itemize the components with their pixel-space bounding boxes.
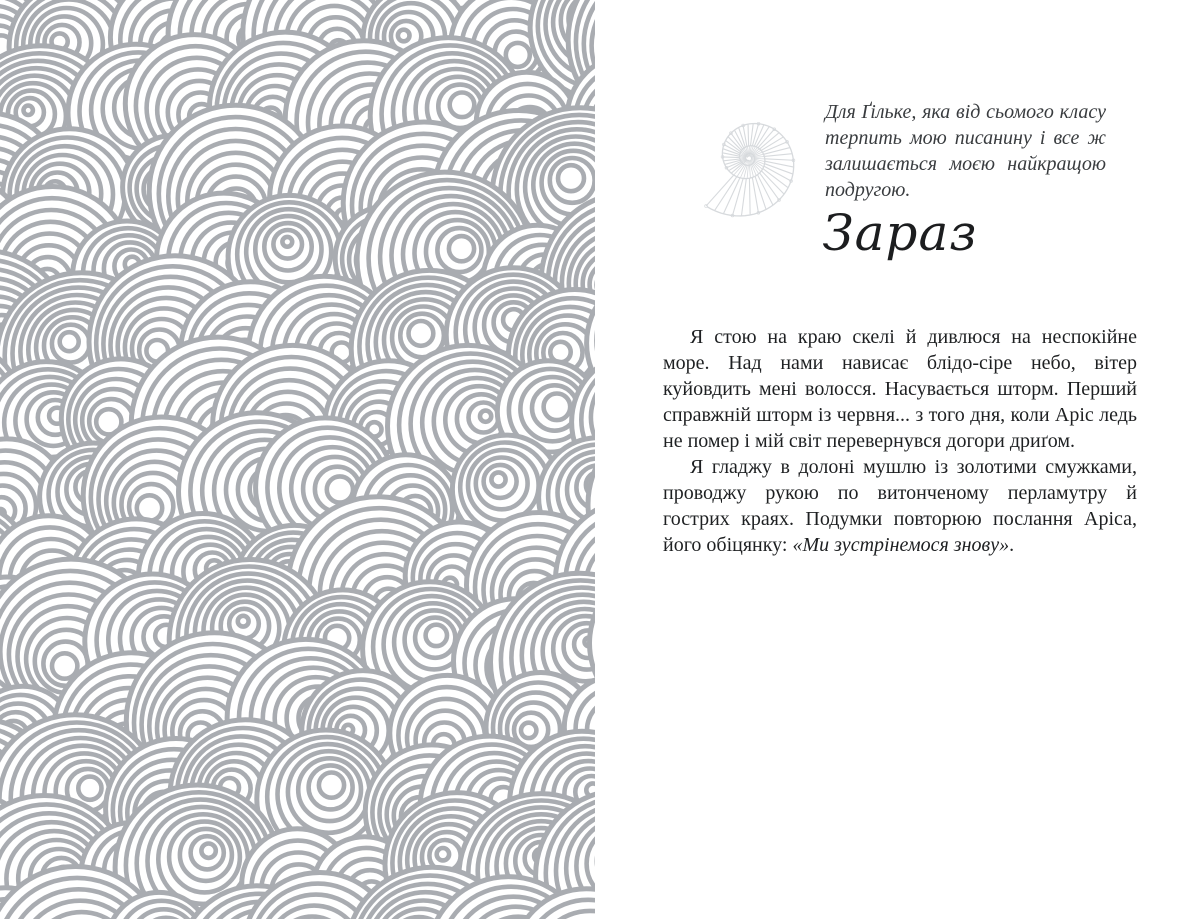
chapter-title: Зараз	[822, 204, 978, 262]
body-paragraph-2	[663, 454, 1137, 558]
chapter-body	[663, 324, 1137, 558]
scallop-doodle-pattern	[0, 0, 595, 919]
paragraph-2-text: Я гладжу в долоні мушлю із золотими смужками, проводжу рукою по витонченому перламутру й гострих краях. Подумки повторюю послання Аріса, його обіцянку:	[663, 456, 1137, 556]
paragraph-2-quote: «Ми зустрінемося знову»	[792, 534, 1010, 556]
scallop-pattern-svg	[0, 0, 595, 919]
body-paragraph-1: Я стою на краю скелі й дивлюся на неспокійне море. Над нами нависає блідо-сіре небо, вітер куйовдить мені волосся. Насувається шторм. Перший справжній шторм із червня... з того дня, коли Аріс ледь не помер і мій світ перевернувся догори дриґом.	[663, 326, 1137, 452]
paragraph-2-period: .	[1009, 534, 1015, 556]
dedication-text: Для Ґільке, яка від сьомого класу терпить мою писанину і все ж залишається моєю найкращою подругою.	[825, 101, 1106, 201]
chapter-page	[595, 0, 1200, 919]
